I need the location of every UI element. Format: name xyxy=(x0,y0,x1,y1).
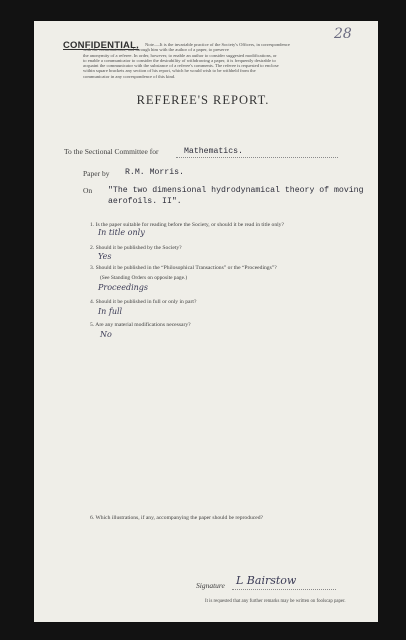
paper-by-label: Paper by xyxy=(83,169,110,178)
question-5: 5. Are any material modifications necessary? xyxy=(90,322,191,328)
note-line: the anonymity of a referee. In order, however, to enable an author to consider suggested modifications, or xyxy=(83,52,277,58)
question-6: 6. Which illustrations, if any, accompanying the paper should be reproduced? xyxy=(90,515,264,521)
confidentiality-note xyxy=(83,42,354,79)
answer-1: In title only xyxy=(98,228,145,237)
question-2: 2. Should it be published by the Society? xyxy=(90,245,182,251)
question-3: 3. Should it be published in the “Philosophical Transactions” or the “Proceedings”? xyxy=(90,265,277,271)
question-3-note: (See Standing Orders on opposite page.) xyxy=(100,275,188,281)
signature-value: L Bairstow xyxy=(236,574,297,587)
answer-4: In full xyxy=(98,307,123,316)
confidential-heading: CONFIDENTIAL. xyxy=(63,40,139,51)
answer-3: Proceedings xyxy=(98,283,149,292)
note-line: within square brackets any section of his report, which he would wish to be withheld from the xyxy=(83,68,256,74)
note-line: Note.—It is the invariable practice of the Society's Officers, in correspondence xyxy=(145,42,290,47)
manuscript-page-number: 28 xyxy=(334,26,352,42)
author-value: R.M. Morris. xyxy=(125,168,184,177)
committee-rule xyxy=(176,157,338,158)
committee-value: Mathematics. xyxy=(184,147,243,156)
note-line: communicator in any correspondence of this kind. xyxy=(83,73,176,79)
committee-label: To the Sectional Committee for xyxy=(64,147,159,156)
answer-2: Yes xyxy=(98,252,112,261)
question-1: 1. Is the paper suitable for reading before the Society, or should it be read in title only? xyxy=(90,222,284,228)
report-sheet xyxy=(34,21,378,622)
note-line: to enable a communicator to consider the desirability of withdrawing a paper, it is frequently desirable to xyxy=(83,57,276,63)
paper-title-line-1: "The two dimensional hydrodynamical theory of moving xyxy=(108,186,364,195)
signature-label: Signature xyxy=(196,581,225,590)
on-label: On xyxy=(83,186,93,195)
paper-title-line-2: aerofoils. II". xyxy=(108,197,182,206)
question-4: 4. Should it be published in full or only in part? xyxy=(90,299,197,305)
signature-rule xyxy=(232,589,336,590)
footnote: It is requested that any further remarks may be written on foolscap paper. xyxy=(205,599,346,604)
note-line: acquaint the communicator with the substance of a referee's comments. The referee is requested to enclose xyxy=(83,63,279,69)
report-title: REFEREE'S REPORT. xyxy=(136,93,270,107)
answer-5: No xyxy=(100,330,112,339)
note-line: with the communicator, and through him with the author of a paper, to preserve xyxy=(83,47,229,53)
